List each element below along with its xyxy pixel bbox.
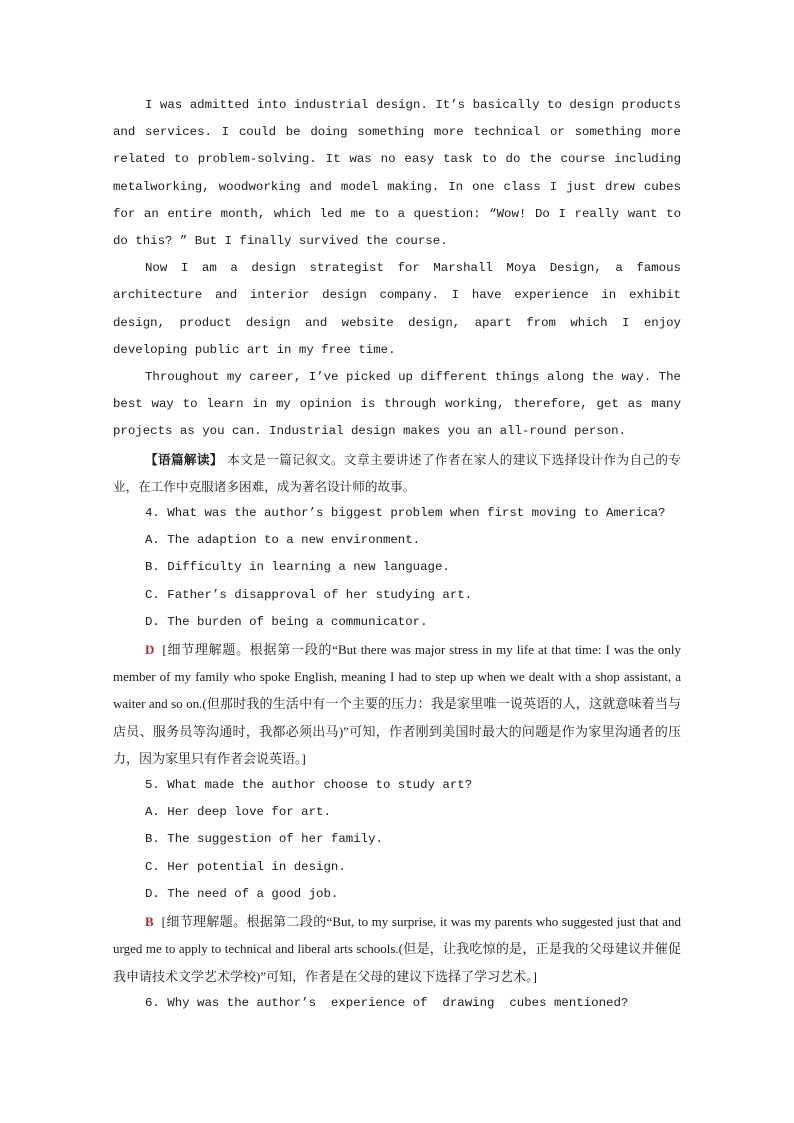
question-4-answer — [113, 636, 681, 772]
question-4-option-a: A. The adaption to a new environment. — [145, 533, 421, 548]
question-4-stem: 4. What was the author’s biggest problem when first moving to America? — [145, 506, 666, 521]
question-4-option-c: C. Father’s disapproval of her studying art. — [145, 587, 473, 602]
passage-paragraph-1: I was admitted into industrial design. It’s basically to design products and services. I could be doing something more technical or something more related to problem-solving. It was no easy task to do the course including metalworking, woodworking and model making. In one class I just drew cubes for an entire month, which led me to a question: “Wow! Do I really want to do this? ” But I finally survived the course. — [113, 98, 681, 249]
question-6 — [113, 990, 681, 1017]
passage-paragraph-3: Throughout my career, I’ve picked up different things along the way. The best way to learn in my opinion is through working, therefore, get as many projects as you can. Industrial design makes you an all-round person. — [113, 370, 681, 439]
question-5-option-d: D. The need of a good job. — [145, 886, 339, 901]
question-5 — [113, 772, 681, 990]
passage-paragraph-2: Now I am a design strategist for Marshall Moya Design, a famous architecture and interior design company. I have experience in exhibit design, product design and website design, apart from which I enjoy developing public art in my free time. — [113, 261, 681, 357]
reading-note-tag: 【语篇解读】 — [145, 451, 223, 467]
question-5-option-b: B. The suggestion of her family. — [145, 832, 383, 847]
question-4-explanation: [细节理解题。根据第一段的“But there was major stress in my life at that time: I was the only member of my family who spoke English, meaning I had to step up when we dealt with a shop assistant, a waiter and so on.(但那时我的生活中有一个主要的压力：我是家里唯一说英语的人，这就意味着当与店员、服务员等沟通时，我都必须出马)”可知，作者刚到美国时最大的问题是作为家里沟通者的压力，因为家里只有作者会说英语。] — [113, 642, 681, 766]
document-page — [113, 92, 681, 1017]
question-4-option-b: B. Difficulty in learning a new language. — [145, 560, 450, 575]
question-5-option-a: A. Her deep love for art. — [145, 805, 331, 820]
question-4-answer-letter: D — [145, 642, 155, 658]
question-5-explanation: [细节理解题。根据第二段的“But, to my surprise, it was my parents who suggested just that and urged me to apply to technical and liberal arts schools.(但是，让我吃惊的是，正是我的父母建议并催促我申请技术文学艺术学校)”可知，作者是在父母的建议下选择了学习艺术。] — [113, 914, 681, 984]
reading-note-text: 本文是一篇记叙文。文章主要讲述了作者在家人的建议下选择设计作为自己的专业，在工作中克服诸多困难，成为著名设计师的故事。 — [113, 451, 681, 494]
question-5-answer — [113, 908, 681, 990]
question-4-option-d: D. The burden of being a communicator. — [145, 614, 428, 629]
question-5-option-c: C. Her potential in design. — [145, 859, 346, 874]
question-5-answer-letter: B — [145, 914, 154, 930]
question-6-stem: 6. Why was the author’s experience of drawing cubes mentioned? — [145, 995, 629, 1010]
question-5-stem: 5. What made the author choose to study art? — [145, 778, 473, 793]
reading-note — [113, 446, 681, 500]
question-4 — [113, 500, 681, 772]
